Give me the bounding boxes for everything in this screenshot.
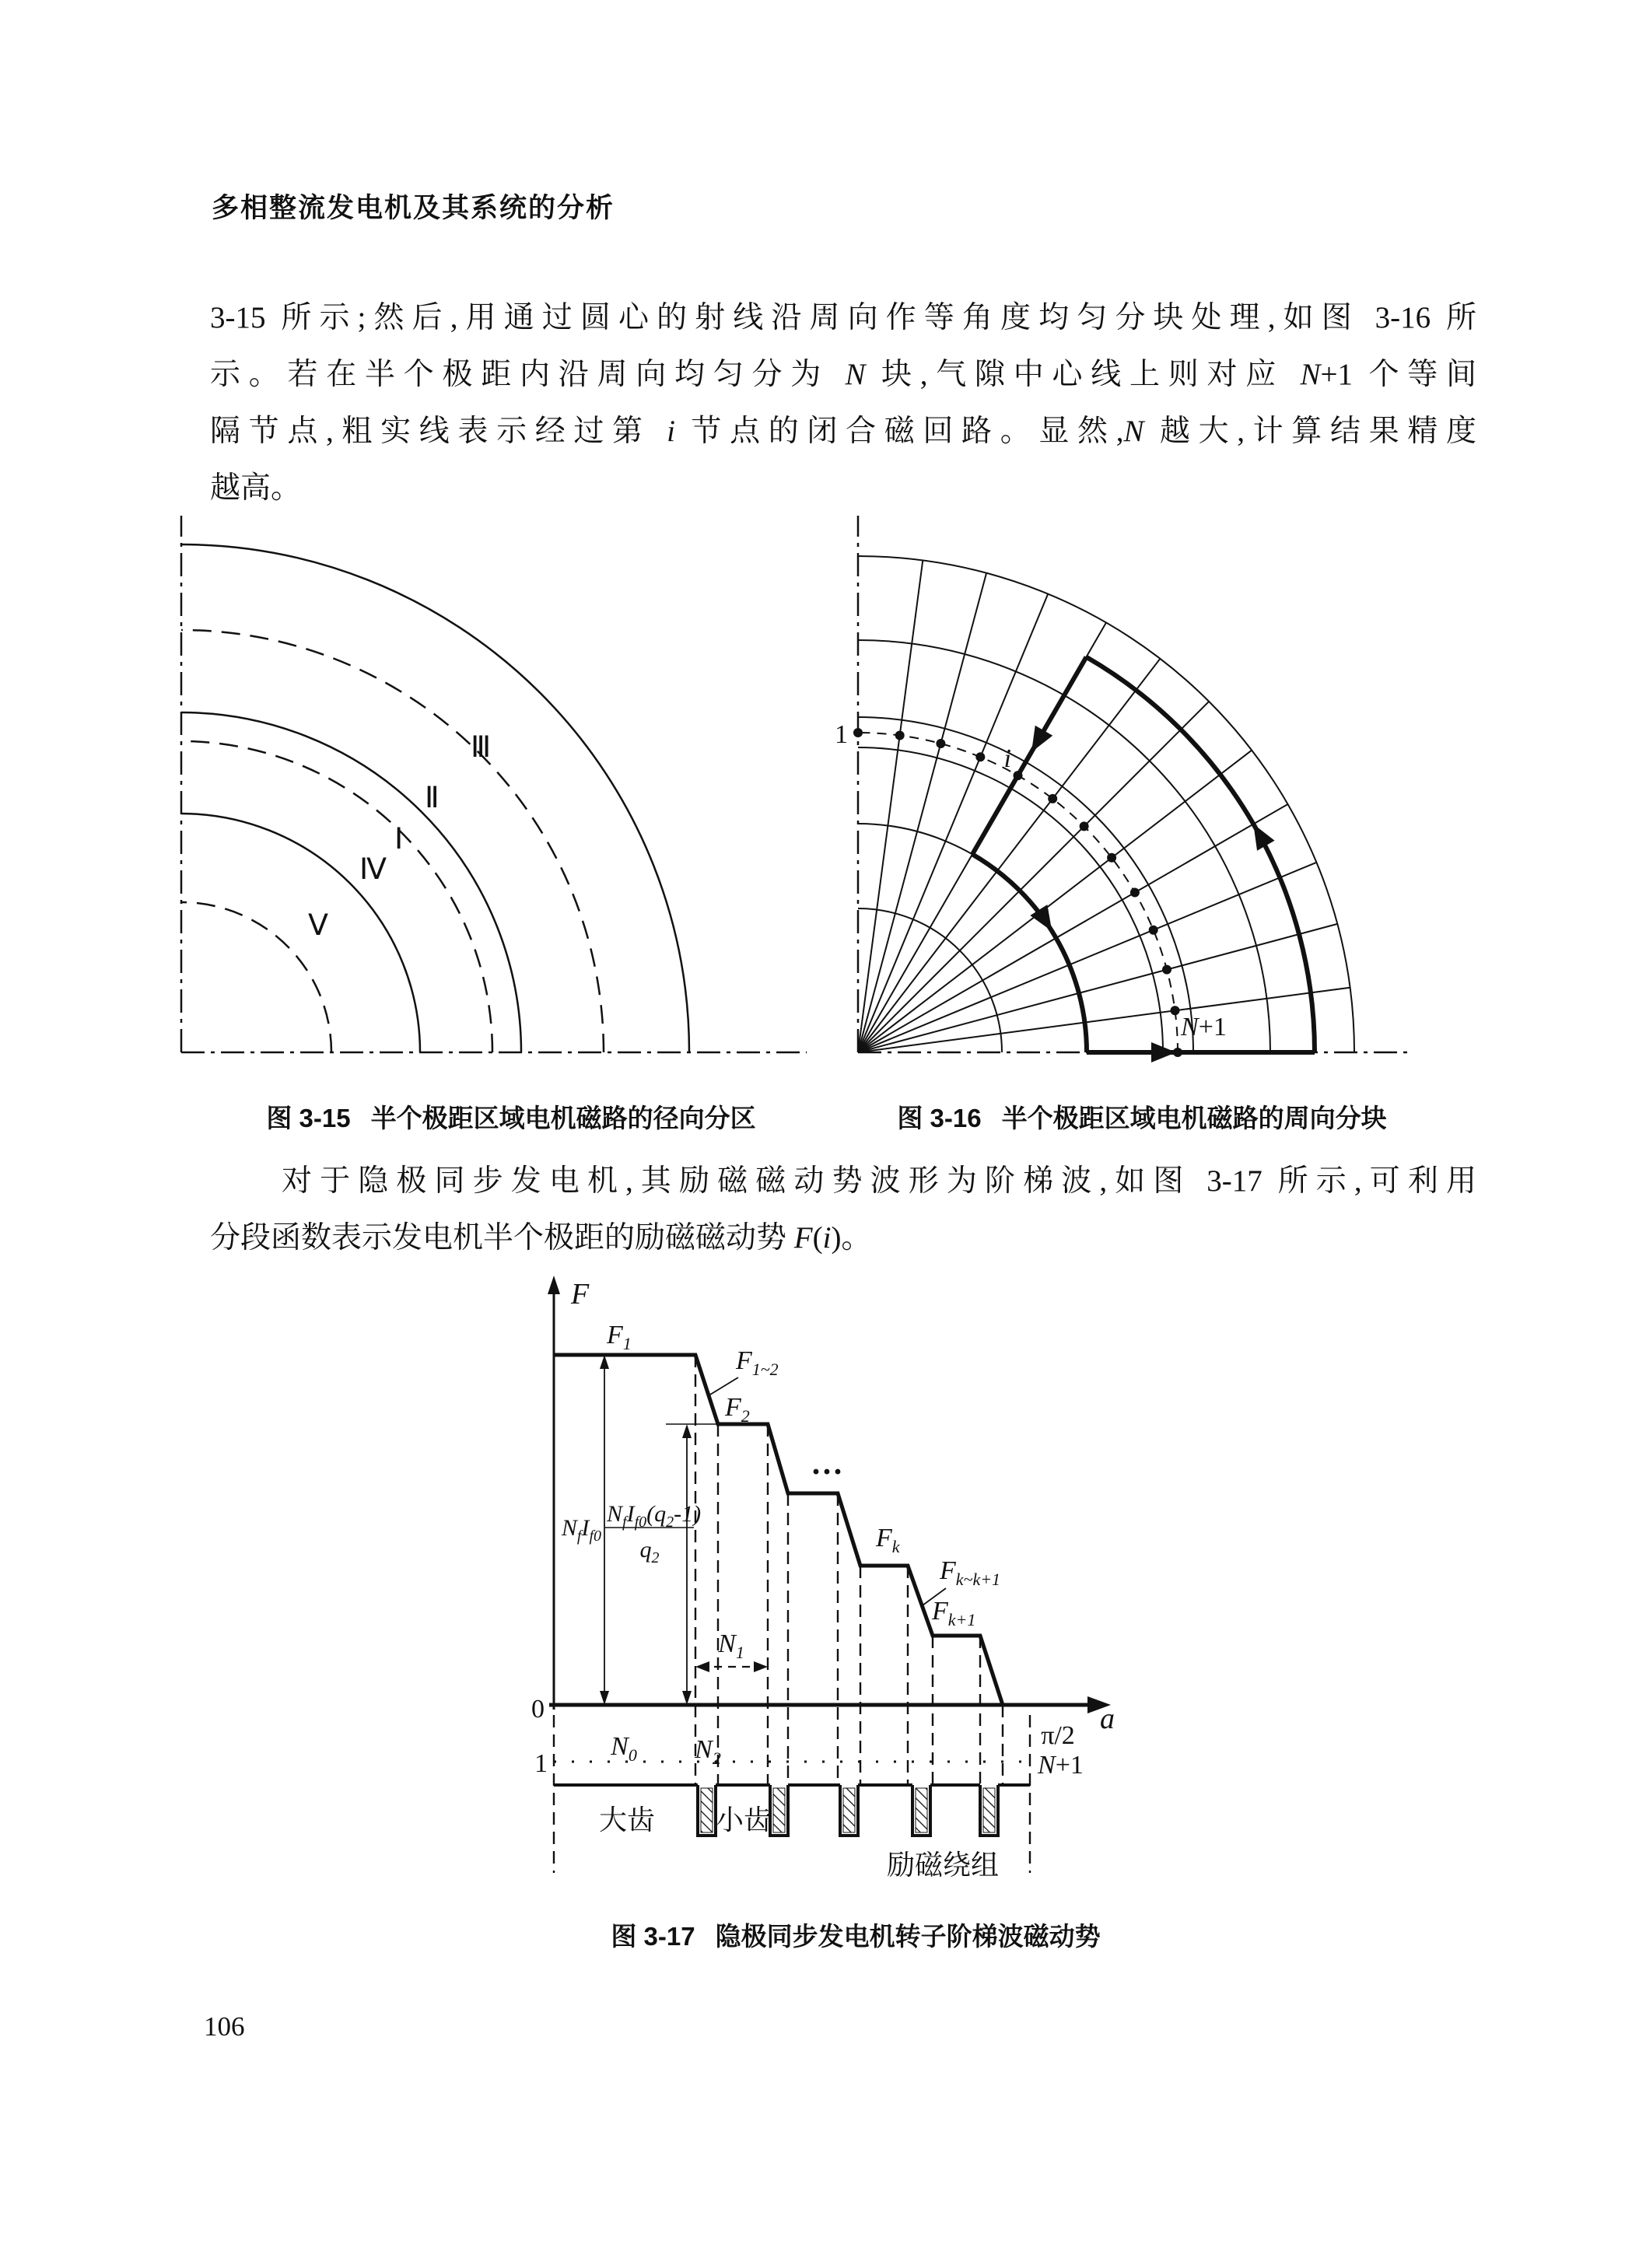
paragraph-2 bbox=[210, 1153, 1476, 1266]
text-line bbox=[210, 403, 1476, 460]
fig16-flux-loop bbox=[972, 657, 1315, 1052]
measure2-down-arrow-icon bbox=[682, 1691, 692, 1705]
fig16-flux-arrows bbox=[1023, 726, 1275, 1062]
measure2-up-arrow-icon bbox=[682, 1424, 692, 1438]
paragraph-1 bbox=[210, 289, 1476, 516]
text-run: ( bbox=[812, 1221, 823, 1255]
text-line bbox=[210, 1153, 1476, 1209]
text-run: +1 个等间 bbox=[1320, 358, 1476, 391]
fig17-fraction-denominator: q2 bbox=[639, 1537, 660, 1566]
text-run: 隔节点,粗实线表示经过第 bbox=[210, 415, 667, 448]
math-variable: N bbox=[1300, 358, 1321, 391]
fig15-region-label-2: Ⅱ bbox=[425, 782, 440, 814]
text-line bbox=[210, 346, 1476, 403]
page-number: 106 bbox=[204, 2011, 245, 2042]
fig17-big-tooth-label: 大齿 bbox=[598, 1804, 656, 1836]
text-run: 对于隐极同步发电机,其励磁磁动势波形为阶梯波,如图 3-17 所示,可利用 bbox=[282, 1164, 1476, 1198]
figure-3-16-caption bbox=[831, 1098, 1453, 1135]
text-run: 分段函数表示发电机半个极距的励磁磁动势 bbox=[210, 1221, 794, 1255]
text-line bbox=[210, 1209, 1476, 1266]
fig17-F1-label: F1 bbox=[607, 1321, 632, 1353]
running-header: 多相整流发电机及其系统的分析 bbox=[212, 193, 615, 223]
figure-3-16-diagram bbox=[825, 509, 1416, 1062]
fig17-F2-label: F2 bbox=[725, 1393, 750, 1426]
fig17-pi-half-label: π/2 bbox=[1041, 1721, 1075, 1750]
text-run: 块,气隙中心线上则对应 bbox=[865, 358, 1301, 391]
fig15-region-label-4: Ⅳ bbox=[359, 853, 387, 886]
text-run: )。 bbox=[831, 1221, 872, 1255]
caption-tag: 图 3-15 bbox=[266, 1104, 351, 1132]
text-run: 3-15 所示;然后,用通过圆心的射线沿周向作等角度均匀分块处理,如图 3-16 所 bbox=[210, 301, 1476, 334]
fig17-ellipsis-label: ··· bbox=[811, 1454, 844, 1490]
caption-text: 隐极同步发电机转子阶梯波磁动势 bbox=[715, 1922, 1101, 1951]
fig17-fraction-numerator: NfIf0(q2-1) bbox=[607, 1501, 702, 1531]
fig17-N1-label: N1 bbox=[718, 1629, 744, 1662]
fig15-region-label-1: Ⅰ bbox=[394, 823, 404, 856]
arrow-inward-icon bbox=[1023, 726, 1053, 758]
figure-3-15-caption bbox=[192, 1098, 830, 1135]
fig16-node-n-plus-1-label: N+1 bbox=[1181, 1013, 1227, 1041]
fig17-small-tooth-label: 小齿 bbox=[715, 1804, 772, 1836]
fig17-Fk1-label: Fk+1 bbox=[932, 1597, 976, 1629]
fig17-field-winding-label: 励磁绕组 bbox=[886, 1850, 1000, 1881]
fig17-node-1-label: 1 bbox=[534, 1749, 548, 1778]
fig17-pointer-F12 bbox=[710, 1377, 738, 1395]
fig17-NfIf0-label: NfIf0 bbox=[561, 1515, 601, 1545]
caption-text: 半个极距区域电机磁路的径向分区 bbox=[370, 1104, 756, 1132]
measure1-up-arrow-icon bbox=[600, 1355, 609, 1369]
figure-3-17-caption bbox=[545, 1916, 1167, 1953]
fig15-region-label-5: Ⅴ bbox=[308, 909, 328, 942]
fig16-node-1-label: 1 bbox=[835, 720, 848, 749]
fig17-node-n-plus-1-label: N+1 bbox=[1038, 1751, 1084, 1780]
N1-right-arrow-icon bbox=[754, 1661, 768, 1672]
fig16-radial-lines bbox=[858, 560, 1350, 1052]
fig17-step-waveform bbox=[554, 1355, 1003, 1705]
N1-left-arrow-icon bbox=[695, 1661, 709, 1672]
arrow-right-icon bbox=[1151, 1042, 1176, 1062]
fig17-Fk-k1-label: Fk~k+1 bbox=[940, 1556, 1001, 1589]
text-run: 示。若在半个极距内沿周向均匀分为 bbox=[210, 358, 846, 391]
text-line bbox=[210, 289, 1476, 346]
text-run: 越大,计算结果精度 bbox=[1143, 415, 1476, 448]
caption-tag: 图 3-16 bbox=[897, 1104, 982, 1132]
fig17-a-axis-label: a bbox=[1100, 1703, 1115, 1735]
math-variable: i bbox=[822, 1221, 832, 1255]
y-axis-arrow-icon bbox=[548, 1276, 560, 1294]
fig15-region-label-3: Ⅲ bbox=[471, 731, 492, 764]
math-variable: i bbox=[667, 415, 675, 448]
fig17-origin-label: 0 bbox=[531, 1695, 545, 1724]
math-variable: N bbox=[1123, 415, 1144, 448]
fig16-node-i-label: i bbox=[1003, 744, 1011, 773]
fig17-N2-label: N2 bbox=[695, 1735, 721, 1768]
fig17-F-axis-label: F bbox=[571, 1278, 590, 1311]
text-run: 越高。 bbox=[210, 471, 302, 505]
fig15-arc-dashed-2 bbox=[181, 741, 492, 1052]
math-variable: F bbox=[793, 1221, 813, 1255]
caption-text: 半个极距区域电机磁路的周向分块 bbox=[1001, 1104, 1387, 1132]
arrow-ccw-icon bbox=[1245, 819, 1275, 851]
fig17-N0-label: N0 bbox=[611, 1732, 637, 1765]
text-line bbox=[210, 460, 1476, 516]
figure-3-15-diagram bbox=[175, 509, 813, 1062]
figure-3-17-diagram bbox=[513, 1268, 1136, 1913]
fig17-F1-2-label: F1~2 bbox=[736, 1346, 779, 1379]
caption-tag: 图 3-17 bbox=[611, 1922, 695, 1951]
fig17-Fk-label: Fk bbox=[876, 1524, 900, 1556]
fig15-arc-solid-3 bbox=[181, 814, 420, 1052]
measure1-down-arrow-icon bbox=[600, 1691, 609, 1705]
text-run: 节点的闭合磁回路。显然, bbox=[674, 415, 1124, 448]
math-variable: N bbox=[845, 358, 866, 391]
